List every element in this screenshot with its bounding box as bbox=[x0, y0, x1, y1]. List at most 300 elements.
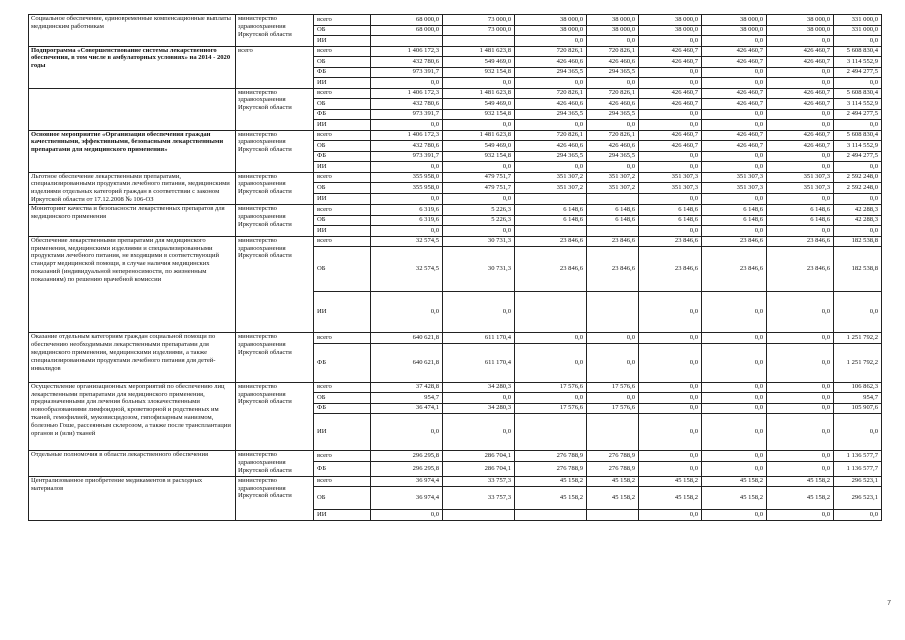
responsible-org-cell: министерство здравоохранения Иркутской области bbox=[236, 88, 314, 130]
year-value-cell: 6 148,6 bbox=[639, 215, 702, 226]
year-value-cell: 23 846,6 bbox=[587, 236, 639, 247]
year-value-cell: 720 826,1 bbox=[515, 46, 587, 57]
total-value-cell: 182 538,8 bbox=[834, 247, 882, 292]
year-value-cell: 0,0 bbox=[639, 510, 702, 521]
year-value-cell: 23 846,6 bbox=[515, 236, 587, 247]
year-value-cell: 0,0 bbox=[767, 414, 834, 451]
total-value-cell: 0,0 bbox=[834, 162, 882, 173]
program-name-cell: Льготное обеспечение лекарственными препаратами, специализированными продуктами лечебного питания, медицинскими изделиями отдельных категорий граждан в соответствии с законом Иркутской области от 17.12.2008 № 106-ОЗ bbox=[29, 172, 236, 205]
year-value-cell: 0,0 bbox=[639, 393, 702, 404]
year-value-cell: 45 158,2 bbox=[639, 487, 702, 510]
year-value-cell: 640 621,8 bbox=[371, 333, 443, 344]
responsible-org-cell: министерство здравоохранения Иркутской области bbox=[236, 236, 314, 333]
year-value-cell: 0,0 bbox=[639, 382, 702, 393]
year-value-cell: 0,0 bbox=[639, 226, 702, 237]
year-value-cell: 45 158,2 bbox=[767, 476, 834, 487]
year-value-cell: 973 391,7 bbox=[371, 67, 443, 78]
year-value-cell: 426 460,7 bbox=[702, 141, 767, 152]
year-value-cell: 426 460,7 bbox=[639, 99, 702, 110]
year-value-cell: 0,0 bbox=[587, 343, 639, 382]
year-value-cell: 720 826,1 bbox=[587, 88, 639, 99]
year-value-cell bbox=[443, 36, 515, 47]
year-value-cell: 426 460,7 bbox=[639, 130, 702, 141]
funding-source-cell: ФБ bbox=[314, 67, 371, 78]
total-value-cell: 0,0 bbox=[834, 120, 882, 131]
year-value-cell: 0,0 bbox=[443, 162, 515, 173]
year-value-cell: 45 158,2 bbox=[639, 476, 702, 487]
table-body bbox=[29, 15, 882, 521]
year-value-cell: 294 365,5 bbox=[515, 151, 587, 162]
year-value-cell: 0,0 bbox=[639, 403, 702, 414]
year-value-cell: 426 460,6 bbox=[515, 141, 587, 152]
year-value-cell: 45 158,2 bbox=[515, 487, 587, 510]
year-value-cell: 296 295,8 bbox=[371, 451, 443, 462]
total-value-cell: 0,0 bbox=[834, 226, 882, 237]
funding-source-cell: ФБ bbox=[314, 151, 371, 162]
year-value-cell: 973 391,7 bbox=[371, 109, 443, 120]
year-value-cell: 0,0 bbox=[639, 343, 702, 382]
year-value-cell: 34 280,3 bbox=[443, 382, 515, 393]
year-value-cell: 0,0 bbox=[702, 109, 767, 120]
year-value-cell: 1 481 623,8 bbox=[443, 130, 515, 141]
funding-source-cell: ИИ bbox=[314, 292, 371, 333]
year-value-cell: 0,0 bbox=[371, 510, 443, 521]
year-value-cell: 37 428,8 bbox=[371, 382, 443, 393]
year-value-cell: 6 319,6 bbox=[371, 205, 443, 216]
budget-table-sheet bbox=[28, 14, 881, 521]
year-value-cell: 426 460,7 bbox=[639, 46, 702, 57]
total-value-cell: 5 608 830,4 bbox=[834, 130, 882, 141]
year-value-cell: 0,0 bbox=[443, 194, 515, 205]
year-value-cell: 0,0 bbox=[587, 393, 639, 404]
year-value-cell: 0,0 bbox=[702, 461, 767, 476]
year-value-cell: 38 000,0 bbox=[639, 15, 702, 26]
table-row bbox=[29, 451, 882, 462]
table-row bbox=[29, 46, 882, 57]
year-value-cell: 38 000,0 bbox=[587, 15, 639, 26]
funding-source-cell: ИИ bbox=[314, 162, 371, 173]
year-value-cell bbox=[371, 36, 443, 47]
table-row bbox=[29, 15, 882, 26]
year-value-cell bbox=[515, 226, 587, 237]
year-value-cell: 0,0 bbox=[443, 120, 515, 131]
year-value-cell: 426 460,7 bbox=[702, 130, 767, 141]
year-value-cell: 351 307,2 bbox=[515, 172, 587, 183]
year-value-cell: 351 307,2 bbox=[515, 183, 587, 194]
year-value-cell: 0,0 bbox=[702, 343, 767, 382]
year-value-cell: 30 731,3 bbox=[443, 236, 515, 247]
year-value-cell: 0,0 bbox=[702, 382, 767, 393]
year-value-cell: 0,0 bbox=[515, 78, 587, 89]
year-value-cell: 432 780,6 bbox=[371, 141, 443, 152]
year-value-cell: 276 788,9 bbox=[515, 451, 587, 462]
responsible-org-cell: министерство здравоохранения Иркутской области bbox=[236, 15, 314, 47]
year-value-cell: 426 460,6 bbox=[587, 99, 639, 110]
year-value-cell: 351 307,3 bbox=[702, 183, 767, 194]
table-row bbox=[29, 172, 882, 183]
year-value-cell: 6 148,6 bbox=[515, 215, 587, 226]
year-value-cell: 73 000,0 bbox=[443, 15, 515, 26]
year-value-cell: 0,0 bbox=[767, 382, 834, 393]
year-value-cell: 0,0 bbox=[702, 36, 767, 47]
program-name-cell: Осуществление организационных мероприятий по обеспечению лиц лекарственными препаратами для медицинского применения, предназначенными для лечения больных злокачественными новообразованиями лимфоидной, кроветворной и родственных им тканей, гемофилией, муковисцидозом, гипофизарным нанизмом, болезнью Гоше, рассеянным склерозом, а также после трансплантации органов и (или) тканей bbox=[29, 382, 236, 451]
year-value-cell: 36 974,4 bbox=[371, 476, 443, 487]
year-value-cell: 954,7 bbox=[371, 393, 443, 404]
year-value-cell: 0,0 bbox=[767, 451, 834, 462]
year-value-cell: 0,0 bbox=[371, 292, 443, 333]
year-value-cell: 426 460,6 bbox=[587, 141, 639, 152]
year-value-cell: 0,0 bbox=[443, 393, 515, 404]
table-row bbox=[29, 205, 882, 216]
year-value-cell: 17 576,6 bbox=[587, 403, 639, 414]
year-value-cell: 5 226,3 bbox=[443, 215, 515, 226]
year-value-cell: 0,0 bbox=[639, 162, 702, 173]
year-value-cell: 36 974,4 bbox=[371, 487, 443, 510]
year-value-cell: 0,0 bbox=[767, 36, 834, 47]
year-value-cell: 549 469,0 bbox=[443, 141, 515, 152]
year-value-cell: 0,0 bbox=[443, 292, 515, 333]
table-row bbox=[29, 130, 882, 141]
total-value-cell: 0,0 bbox=[834, 194, 882, 205]
year-value-cell: 23 846,6 bbox=[587, 247, 639, 292]
year-value-cell: 549 469,0 bbox=[443, 99, 515, 110]
year-value-cell: 0,0 bbox=[702, 120, 767, 131]
year-value-cell: 351 307,2 bbox=[587, 172, 639, 183]
year-value-cell bbox=[515, 414, 587, 451]
year-value-cell bbox=[443, 510, 515, 521]
year-value-cell: 0,0 bbox=[639, 109, 702, 120]
year-value-cell: 426 460,6 bbox=[587, 57, 639, 68]
year-value-cell: 296 295,8 bbox=[371, 461, 443, 476]
total-value-cell: 296 523,1 bbox=[834, 487, 882, 510]
page-number: 7 bbox=[887, 600, 891, 607]
year-value-cell: 6 148,6 bbox=[515, 205, 587, 216]
funding-source-cell: ОБ bbox=[314, 25, 371, 36]
year-value-cell: 6 148,6 bbox=[639, 205, 702, 216]
year-value-cell: 720 826,1 bbox=[587, 130, 639, 141]
year-value-cell: 23 846,6 bbox=[702, 247, 767, 292]
total-value-cell: 2 494 277,5 bbox=[834, 151, 882, 162]
year-value-cell: 38 000,0 bbox=[702, 15, 767, 26]
total-value-cell: 2 494 277,5 bbox=[834, 109, 882, 120]
year-value-cell: 479 751,7 bbox=[443, 172, 515, 183]
year-value-cell: 1 406 172,3 bbox=[371, 46, 443, 57]
total-value-cell: 3 114 552,9 bbox=[834, 141, 882, 152]
year-value-cell: 33 757,3 bbox=[443, 487, 515, 510]
year-value-cell: 0,0 bbox=[515, 333, 587, 344]
total-value-cell: 106 862,3 bbox=[834, 382, 882, 393]
total-value-cell: 2 494 277,5 bbox=[834, 67, 882, 78]
year-value-cell: 426 460,7 bbox=[767, 141, 834, 152]
year-value-cell: 17 576,6 bbox=[515, 382, 587, 393]
year-value-cell: 0,0 bbox=[702, 393, 767, 404]
funding-source-cell: ИИ bbox=[314, 226, 371, 237]
year-value-cell: 68 000,0 bbox=[371, 15, 443, 26]
year-value-cell: 0,0 bbox=[515, 162, 587, 173]
table-row bbox=[29, 236, 882, 247]
year-value-cell: 34 280,3 bbox=[443, 403, 515, 414]
year-value-cell: 23 846,6 bbox=[702, 236, 767, 247]
year-value-cell: 426 460,7 bbox=[767, 57, 834, 68]
year-value-cell: 5 226,3 bbox=[443, 205, 515, 216]
total-value-cell: 42 288,3 bbox=[834, 205, 882, 216]
year-value-cell: 294 365,5 bbox=[587, 109, 639, 120]
total-value-cell: 2 592 248,0 bbox=[834, 183, 882, 194]
total-value-cell: 5 608 830,4 bbox=[834, 46, 882, 57]
year-value-cell: 0,0 bbox=[767, 403, 834, 414]
funding-source-cell: ОБ bbox=[314, 247, 371, 292]
total-value-cell: 1 136 577,7 bbox=[834, 451, 882, 462]
year-value-cell: 38 000,0 bbox=[702, 25, 767, 36]
year-value-cell: 0,0 bbox=[515, 36, 587, 47]
year-value-cell: 6 148,6 bbox=[767, 205, 834, 216]
year-value-cell: 932 154,8 bbox=[443, 67, 515, 78]
funding-source-cell: всего bbox=[314, 236, 371, 247]
funding-source-cell: всего bbox=[314, 130, 371, 141]
table-row bbox=[29, 382, 882, 393]
year-value-cell: 23 846,6 bbox=[515, 247, 587, 292]
year-value-cell: 549 469,0 bbox=[443, 57, 515, 68]
year-value-cell: 0,0 bbox=[371, 120, 443, 131]
year-value-cell: 45 158,2 bbox=[702, 476, 767, 487]
year-value-cell: 426 460,7 bbox=[767, 46, 834, 57]
year-value-cell: 0,0 bbox=[702, 333, 767, 344]
year-value-cell: 276 788,9 bbox=[587, 461, 639, 476]
year-value-cell: 1 481 623,8 bbox=[443, 88, 515, 99]
year-value-cell: 611 170,4 bbox=[443, 333, 515, 344]
funding-source-cell: ОБ bbox=[314, 215, 371, 226]
year-value-cell: 720 826,1 bbox=[515, 88, 587, 99]
funding-source-cell: всего bbox=[314, 451, 371, 462]
program-name-cell: Социальное обеспечение, единовременные компенсационные выплаты медицинским работникам bbox=[29, 15, 236, 47]
year-value-cell: 38 000,0 bbox=[587, 25, 639, 36]
year-value-cell: 45 158,2 bbox=[587, 476, 639, 487]
year-value-cell bbox=[587, 510, 639, 521]
year-value-cell: 0,0 bbox=[767, 120, 834, 131]
responsible-org-cell: министерство здравоохранения Иркутской области bbox=[236, 130, 314, 172]
total-value-cell: 42 288,3 bbox=[834, 215, 882, 226]
program-name-cell: Основное мероприятие «Организация обеспечения граждан качественными, эффективными, безопасными лекарственными препаратами для медицинского применения» bbox=[29, 130, 236, 172]
year-value-cell bbox=[587, 194, 639, 205]
year-value-cell: 294 365,5 bbox=[515, 109, 587, 120]
year-value-cell: 0,0 bbox=[702, 67, 767, 78]
funding-source-cell: всего bbox=[314, 205, 371, 216]
year-value-cell: 0,0 bbox=[587, 162, 639, 173]
year-value-cell: 0,0 bbox=[702, 292, 767, 333]
total-value-cell: 5 608 830,4 bbox=[834, 88, 882, 99]
year-value-cell: 6 148,6 bbox=[767, 215, 834, 226]
year-value-cell: 45 158,2 bbox=[767, 487, 834, 510]
year-value-cell: 0,0 bbox=[639, 151, 702, 162]
total-value-cell: 0,0 bbox=[834, 78, 882, 89]
year-value-cell: 36 474,1 bbox=[371, 403, 443, 414]
year-value-cell: 426 460,7 bbox=[767, 88, 834, 99]
year-value-cell: 426 460,7 bbox=[767, 99, 834, 110]
table-row bbox=[29, 88, 882, 99]
year-value-cell: 6 148,6 bbox=[702, 215, 767, 226]
year-value-cell: 6 148,6 bbox=[587, 205, 639, 216]
year-value-cell: 0,0 bbox=[515, 343, 587, 382]
year-value-cell: 0,0 bbox=[639, 292, 702, 333]
table-row bbox=[29, 333, 882, 344]
total-value-cell: 331 000,0 bbox=[834, 15, 882, 26]
year-value-cell: 432 780,6 bbox=[371, 99, 443, 110]
year-value-cell: 0,0 bbox=[443, 78, 515, 89]
year-value-cell: 0,0 bbox=[702, 78, 767, 89]
responsible-org-cell: министерство здравоохранения Иркутской области bbox=[236, 172, 314, 205]
year-value-cell: 0,0 bbox=[702, 162, 767, 173]
year-value-cell: 426 460,7 bbox=[702, 99, 767, 110]
year-value-cell: 38 000,0 bbox=[515, 25, 587, 36]
year-value-cell: 6 319,6 bbox=[371, 215, 443, 226]
year-value-cell: 73 000,0 bbox=[443, 25, 515, 36]
funding-source-cell: всего bbox=[314, 172, 371, 183]
year-value-cell: 426 460,7 bbox=[639, 88, 702, 99]
year-value-cell: 0,0 bbox=[767, 226, 834, 237]
year-value-cell bbox=[515, 510, 587, 521]
funding-source-cell: ФБ bbox=[314, 109, 371, 120]
year-value-cell: 6 148,6 bbox=[587, 215, 639, 226]
year-value-cell: 932 154,8 bbox=[443, 109, 515, 120]
year-value-cell: 426 460,7 bbox=[639, 141, 702, 152]
year-value-cell: 0,0 bbox=[639, 461, 702, 476]
year-value-cell: 45 158,2 bbox=[702, 487, 767, 510]
year-value-cell: 426 460,7 bbox=[702, 88, 767, 99]
funding-source-cell: ИИ bbox=[314, 36, 371, 47]
year-value-cell: 17 576,6 bbox=[587, 382, 639, 393]
year-value-cell: 0,0 bbox=[767, 67, 834, 78]
year-value-cell bbox=[587, 414, 639, 451]
year-value-cell bbox=[587, 292, 639, 333]
program-name-cell: Централизованное приобретение медикаментов и расходных материалов bbox=[29, 476, 236, 520]
year-value-cell: 32 574,5 bbox=[371, 247, 443, 292]
total-value-cell: 1 251 792,2 bbox=[834, 343, 882, 382]
funding-source-cell: ИИ bbox=[314, 120, 371, 131]
year-value-cell: 0,0 bbox=[639, 36, 702, 47]
funding-source-cell: ОБ bbox=[314, 57, 371, 68]
year-value-cell: 0,0 bbox=[515, 393, 587, 404]
year-value-cell: 33 757,3 bbox=[443, 476, 515, 487]
responsible-org-cell: министерство здравоохранения Иркутской области bbox=[236, 451, 314, 477]
year-value-cell: 23 846,6 bbox=[767, 247, 834, 292]
total-value-cell: 1 251 792,2 bbox=[834, 333, 882, 344]
year-value-cell: 0,0 bbox=[702, 451, 767, 462]
year-value-cell: 355 958,0 bbox=[371, 183, 443, 194]
year-value-cell: 0,0 bbox=[639, 194, 702, 205]
total-value-cell: 0,0 bbox=[834, 292, 882, 333]
year-value-cell: 45 158,2 bbox=[587, 487, 639, 510]
year-value-cell: 0,0 bbox=[639, 451, 702, 462]
year-value-cell: 973 391,7 bbox=[371, 151, 443, 162]
year-value-cell: 32 574,5 bbox=[371, 236, 443, 247]
total-value-cell: 3 114 552,9 bbox=[834, 99, 882, 110]
year-value-cell: 351 307,3 bbox=[767, 183, 834, 194]
year-value-cell bbox=[515, 194, 587, 205]
year-value-cell: 23 846,6 bbox=[639, 236, 702, 247]
year-value-cell: 0,0 bbox=[767, 109, 834, 120]
year-value-cell: 0,0 bbox=[371, 226, 443, 237]
year-value-cell: 45 158,2 bbox=[515, 476, 587, 487]
year-value-cell: 1 406 172,3 bbox=[371, 130, 443, 141]
funding-source-cell: ОБ bbox=[314, 99, 371, 110]
year-value-cell: 0,0 bbox=[767, 78, 834, 89]
year-value-cell: 0,0 bbox=[767, 292, 834, 333]
program-name-cell: Подпрограмма «Совершенствование системы лекарственного обеспечения, в том числе в амбулаторных условиях» на 2014 - 2020 годы bbox=[29, 46, 236, 88]
year-value-cell: 351 307,3 bbox=[639, 172, 702, 183]
total-value-cell: 954,7 bbox=[834, 393, 882, 404]
year-value-cell: 38 000,0 bbox=[767, 25, 834, 36]
year-value-cell: 426 460,6 bbox=[515, 99, 587, 110]
funding-source-cell: всего bbox=[314, 88, 371, 99]
table-row bbox=[29, 476, 882, 487]
year-value-cell: 0,0 bbox=[639, 78, 702, 89]
year-value-cell: 17 576,6 bbox=[515, 403, 587, 414]
year-value-cell: 0,0 bbox=[702, 226, 767, 237]
year-value-cell: 68 000,0 bbox=[371, 25, 443, 36]
year-value-cell: 640 621,8 bbox=[371, 343, 443, 382]
year-value-cell: 426 460,7 bbox=[767, 130, 834, 141]
year-value-cell: 286 704,1 bbox=[443, 451, 515, 462]
program-name-cell: Обеспечение лекарственными препаратами для медицинского применения, медицинскими изделиями и специализированными продуктами лечебного питания, не входящими в соответствующий стандарт медицинской помощи, в случае наличия медицинских показаний (индивидуальной непереносимости, по жизненным показаниям) по решению врачебной комиссии bbox=[29, 236, 236, 333]
funding-source-cell: ИИ bbox=[314, 510, 371, 521]
funding-source-cell: ОБ bbox=[314, 141, 371, 152]
year-value-cell: 0,0 bbox=[767, 194, 834, 205]
year-value-cell: 0,0 bbox=[587, 333, 639, 344]
year-value-cell: 276 788,9 bbox=[515, 461, 587, 476]
funding-source-cell: всего bbox=[314, 333, 371, 344]
year-value-cell: 1 481 623,8 bbox=[443, 46, 515, 57]
year-value-cell: 38 000,0 bbox=[767, 15, 834, 26]
year-value-cell: 0,0 bbox=[702, 403, 767, 414]
year-value-cell: 0,0 bbox=[767, 510, 834, 521]
year-value-cell: 0,0 bbox=[371, 414, 443, 451]
year-value-cell: 1 406 172,3 bbox=[371, 88, 443, 99]
year-value-cell: 38 000,0 bbox=[639, 25, 702, 36]
year-value-cell: 294 365,5 bbox=[587, 151, 639, 162]
responsible-org-cell: всего bbox=[236, 46, 314, 88]
program-name-cell: Отдельные полномочия в области лекарственного обеспечения bbox=[29, 451, 236, 477]
year-value-cell: 351 307,3 bbox=[767, 172, 834, 183]
year-value-cell: 611 170,4 bbox=[443, 343, 515, 382]
year-value-cell: 0,0 bbox=[371, 162, 443, 173]
year-value-cell: 426 460,7 bbox=[702, 57, 767, 68]
total-value-cell: 3 114 552,9 bbox=[834, 57, 882, 68]
year-value-cell: 426 460,6 bbox=[515, 57, 587, 68]
funding-source-cell: всего bbox=[314, 476, 371, 487]
year-value-cell: 0,0 bbox=[443, 226, 515, 237]
responsible-org-cell: министерство здравоохранения Иркутской области bbox=[236, 382, 314, 451]
year-value-cell: 0,0 bbox=[639, 67, 702, 78]
year-value-cell: 276 788,9 bbox=[587, 451, 639, 462]
year-value-cell: 479 751,7 bbox=[443, 183, 515, 194]
funding-source-cell: ИИ bbox=[314, 194, 371, 205]
year-value-cell: 0,0 bbox=[443, 414, 515, 451]
funding-source-cell: ФБ bbox=[314, 461, 371, 476]
funding-source-cell: всего bbox=[314, 15, 371, 26]
total-value-cell: 0,0 bbox=[834, 36, 882, 47]
year-value-cell: 0,0 bbox=[639, 333, 702, 344]
year-value-cell bbox=[515, 292, 587, 333]
year-value-cell: 351 307,3 bbox=[639, 183, 702, 194]
total-value-cell: 296 523,1 bbox=[834, 476, 882, 487]
year-value-cell: 0,0 bbox=[702, 414, 767, 451]
year-value-cell bbox=[587, 226, 639, 237]
funding-source-cell: ФБ bbox=[314, 403, 371, 414]
year-value-cell: 0,0 bbox=[767, 162, 834, 173]
program-name-cell: Мониторинг качества и безопасности лекарственных препаратов для медицинского применения bbox=[29, 205, 236, 237]
year-value-cell: 351 307,2 bbox=[587, 183, 639, 194]
total-value-cell: 105 907,6 bbox=[834, 403, 882, 414]
